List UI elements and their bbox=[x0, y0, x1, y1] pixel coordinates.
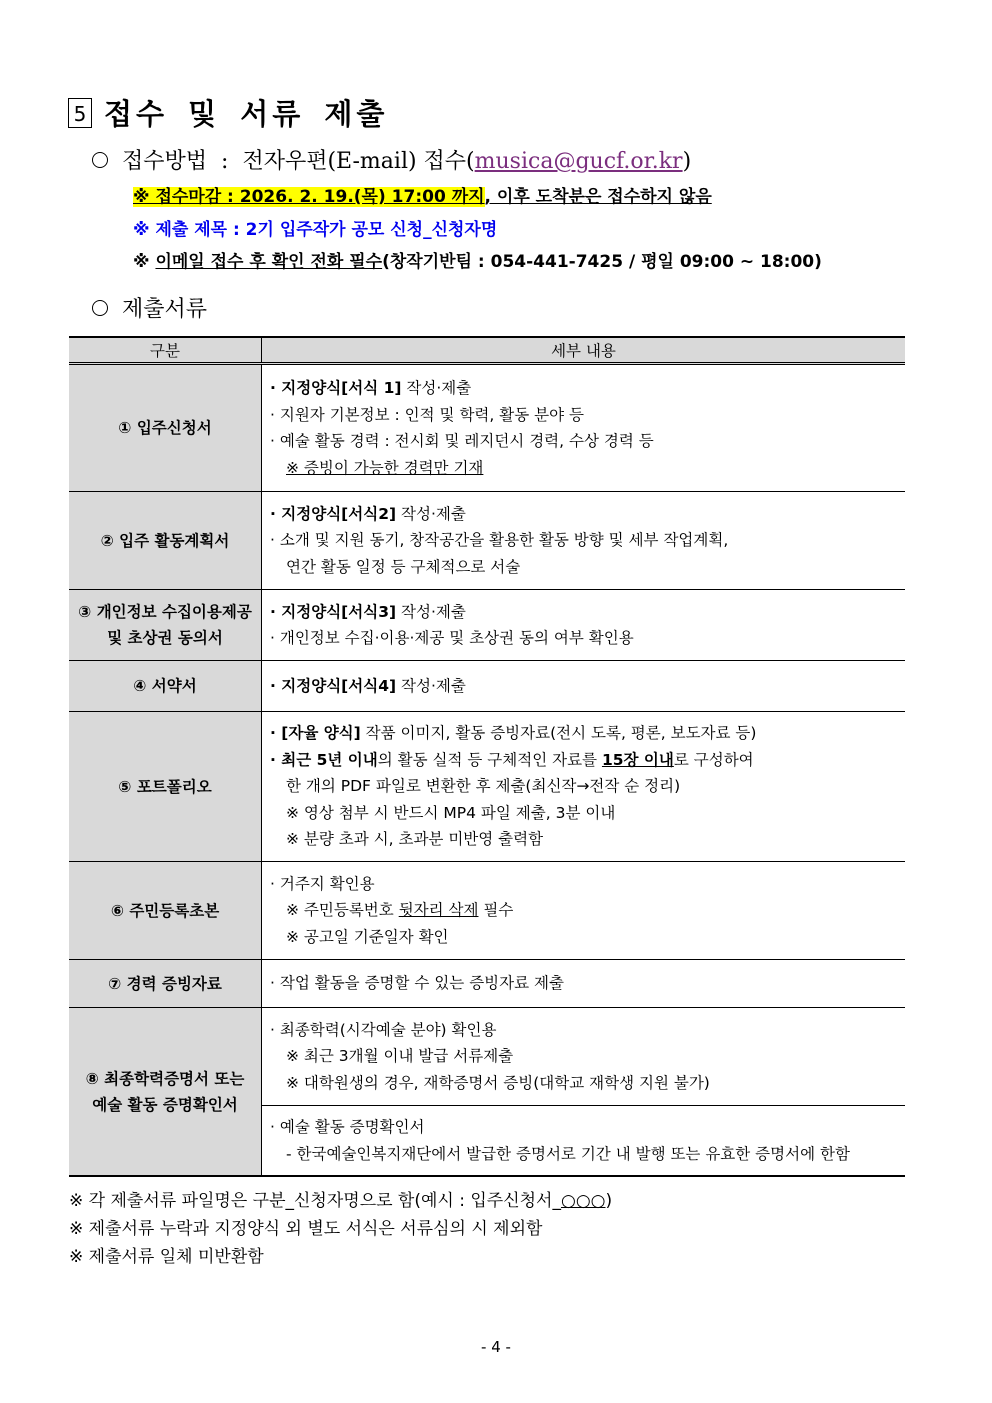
detail-note: ※ 대학원생의 경우, 재학증명서 증빙(대학교 재학생 지원 불가) bbox=[286, 1073, 710, 1092]
confirm-mark: ※ bbox=[133, 252, 150, 272]
method-line bbox=[92, 144, 691, 175]
table-row bbox=[69, 1008, 905, 1106]
page-number: - 4 - bbox=[481, 1338, 511, 1356]
detail-note: ※ 영상 첨부 시 반드시 MP4 파일 제출, 3분 이내 bbox=[286, 803, 616, 822]
detail-line: · 예술 활동 경력 : 전시회 및 레지던시 경력, 수상 경력 등 bbox=[270, 432, 654, 450]
row-detail bbox=[262, 492, 906, 590]
detail-bold: · 지정양식[서식 1] bbox=[270, 379, 402, 397]
detail-note: ※ 최근 3개월 이내 발급 서류제출 bbox=[286, 1047, 514, 1066]
footnote-text: ※ 각 제출서류 파일명은 구분_신청자명으로 함(예시 : 입주신청서_ bbox=[69, 1191, 561, 1211]
detail-text: 의 활동 실적 등 구체적인 자료를 bbox=[377, 750, 602, 769]
detail-text: 작성·제출 bbox=[401, 379, 472, 397]
docs-label-line bbox=[92, 292, 207, 323]
footnote-exclusion: ※ 제출서류 누락과 지정양식 외 별도 서식은 서류심의 시 제외함 bbox=[69, 1219, 543, 1239]
detail-text: 필수 bbox=[478, 901, 514, 920]
detail-line: 연간 활동 일정 등 구체적으로 서술 bbox=[286, 557, 521, 576]
table-header-row bbox=[69, 337, 905, 364]
detail-note: ※ 공고일 기준일자 확인 bbox=[286, 927, 449, 946]
table-row bbox=[69, 712, 905, 862]
row-detail bbox=[262, 862, 906, 960]
method-text: 전자우편(E-mail) 접수( bbox=[242, 149, 475, 174]
detail-line: · 소개 및 지원 동기, 창작공간을 활용한 활동 방향 및 세부 작업계획, bbox=[270, 531, 729, 550]
detail-bold: · 지정양식[서식4] bbox=[270, 676, 397, 695]
footnote-nonreturn: ※ 제출서류 일체 미반환함 bbox=[69, 1247, 264, 1267]
deadline-suffix: , 이후 도착분은 접수하지 않음 bbox=[484, 187, 712, 207]
method-label: 접수방법 bbox=[122, 149, 208, 174]
confirm-note bbox=[133, 247, 822, 272]
detail-text: 작성·제출 bbox=[396, 676, 466, 695]
category-line: ③ 개인정보 수집이용제공 bbox=[78, 603, 252, 621]
table-row bbox=[69, 590, 905, 661]
detail-bold: · [자율 양식] bbox=[270, 724, 361, 743]
confirm-underlined: 이메일 접수 후 확인 전화 필수 bbox=[155, 252, 383, 272]
detail-text: 작품 이미지, 활동 증빙자료(전시 도록, 평론, 보도자료 등) bbox=[360, 724, 757, 743]
section-heading bbox=[68, 92, 388, 133]
detail-line: · 예술 활동 증명확인서 bbox=[270, 1118, 425, 1136]
deadline-note bbox=[133, 182, 712, 207]
footnote-filename bbox=[69, 1186, 612, 1211]
row-detail bbox=[262, 364, 906, 492]
section-title: 접수 및 서류 제출 bbox=[104, 97, 389, 131]
row-category bbox=[69, 1008, 262, 1177]
confirm-contact: (창작기반팀 : 054-441-7425 / 평일 09:00 ~ 18:00) bbox=[382, 252, 822, 272]
row-category: ⑥ 주민등록초본 bbox=[69, 862, 262, 960]
detail-bold: · 지정양식[서식3] bbox=[270, 602, 397, 621]
detail-text: 로 구성하여 bbox=[673, 750, 754, 769]
category-line: ⑧ 최종학력증명서 또는 bbox=[85, 1069, 245, 1088]
email-link[interactable]: musica@gucf.or.kr bbox=[474, 149, 683, 174]
detail-line: · 최종학력(시각예술 분야) 확인용 bbox=[270, 1020, 497, 1039]
detail-text: 작성·제출 bbox=[396, 602, 466, 621]
footnote-underlined: ○○○ bbox=[560, 1191, 606, 1211]
row-category: ⑦ 경력 증빙자료 bbox=[69, 960, 262, 1008]
table-row bbox=[69, 492, 905, 590]
detail-line: · 작업 활동을 증명할 수 있는 증빙자료 제출 bbox=[270, 974, 564, 993]
detail-note: ※ 증빙이 가능한 경력만 기재 bbox=[286, 458, 484, 477]
row-category: ① 입주신청서 bbox=[69, 364, 262, 492]
circle-bullet-icon bbox=[92, 300, 108, 316]
detail-bold-underlined: 15장 이내 bbox=[601, 750, 674, 769]
section-number: 5 bbox=[68, 98, 92, 128]
row-detail bbox=[262, 590, 906, 661]
row-category bbox=[69, 590, 262, 661]
detail-text: ※ 주민등록번호 bbox=[286, 901, 399, 920]
header-category: 구분 bbox=[69, 337, 262, 364]
deadline-highlight: ※ 접수마감 : 2026. 2. 19.(목) 17:00 까지 bbox=[133, 187, 485, 207]
row-detail bbox=[262, 661, 906, 712]
subject-note: ※ 제출 제목 : 2기 입주작가 공모 신청_신청자명 bbox=[133, 220, 498, 240]
row-category: ④ 서약서 bbox=[69, 661, 262, 712]
table-row bbox=[69, 661, 905, 712]
row-detail bbox=[262, 1106, 906, 1177]
circle-bullet-icon bbox=[92, 152, 108, 168]
detail-line: 한 개의 PDF 파일로 변환한 후 제출(최신작→전작 순 정리) bbox=[286, 777, 681, 796]
detail-note: ※ 분량 초과 시, 초과분 미반영 출력함 bbox=[286, 830, 544, 849]
category-line: 예술 활동 증명확인서 bbox=[92, 1095, 238, 1114]
method-close: ) bbox=[682, 149, 692, 174]
detail-note: - 한국예술인복지재단에서 발급한 증명서로 기간 내 발행 또는 유효한 증명서에 한함 bbox=[286, 1144, 850, 1163]
method-sep: : bbox=[221, 149, 229, 174]
detail-line: · 지원자 기본정보 : 인적 및 학력, 활동 분야 등 bbox=[270, 405, 584, 424]
docs-label: 제출서류 bbox=[122, 297, 208, 322]
detail-line: · 개인정보 수집·이용·제공 및 초상권 동의 여부 확인용 bbox=[270, 629, 634, 647]
row-detail bbox=[262, 960, 906, 1008]
detail-bold: · 지정양식[서식2] bbox=[270, 504, 397, 523]
footnote-text: ) bbox=[605, 1191, 613, 1211]
category-line: 및 초상권 동의서 bbox=[107, 629, 223, 647]
table-row bbox=[69, 862, 905, 960]
row-category: ⑤ 포트폴리오 bbox=[69, 712, 262, 862]
row-detail bbox=[262, 1008, 906, 1106]
detail-underlined: 뒷자리 삭제 bbox=[398, 901, 479, 920]
detail-line: · 거주지 확인용 bbox=[270, 874, 375, 893]
detail-bold: · 최근 5년 이내 bbox=[270, 750, 378, 769]
documents-table bbox=[69, 336, 905, 1177]
row-detail bbox=[262, 712, 906, 862]
table-row bbox=[69, 364, 905, 492]
table-row bbox=[69, 960, 905, 1008]
header-detail: 세부 내용 bbox=[262, 337, 906, 364]
detail-text: 작성·제출 bbox=[396, 504, 466, 523]
row-category: ② 입주 활동계획서 bbox=[69, 492, 262, 590]
